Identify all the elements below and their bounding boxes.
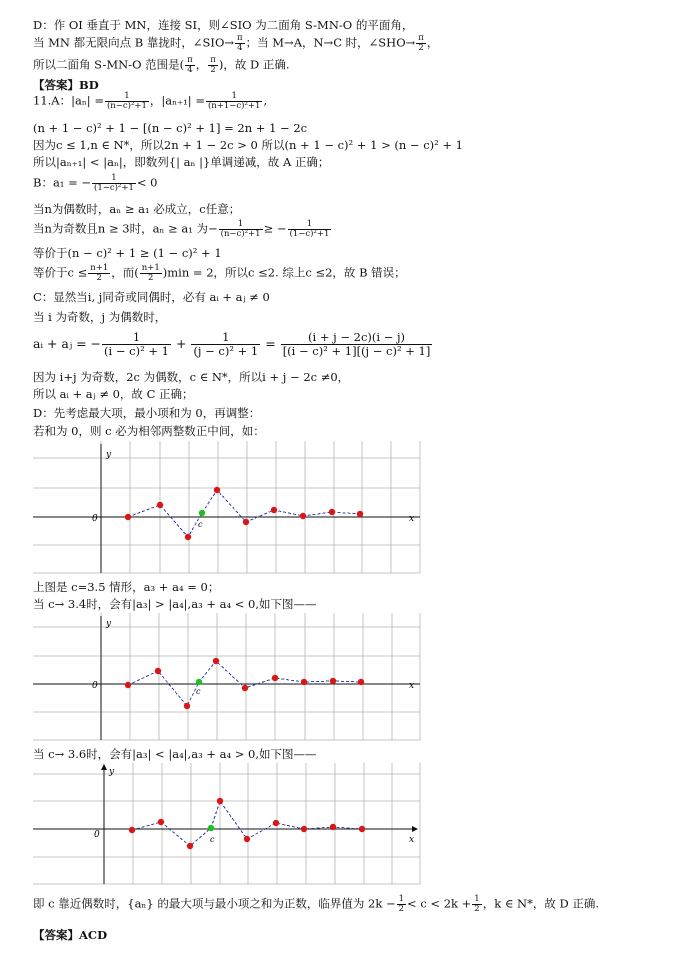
line-text: 所以二面角 S-MN-O 范围是( [33, 57, 185, 72]
green-point-c [196, 679, 202, 685]
fraction-big-result: $\frac{(i + j - 2c)(i - j)}{\text{[(i − c)² + 1][(j − c)² + 1]}}$ [282, 330, 431, 358]
red-point [125, 682, 131, 688]
fraction-pi-4: $\frac{\pi}{4}$ [187, 55, 193, 75]
x-axis-label: x [409, 681, 415, 691]
fraction-odd2: $\frac{1}{\text{(1−c)²+1}}$ [289, 219, 330, 239]
red-point [157, 502, 163, 508]
plot-c-3-4 [33, 613, 423, 743]
red-point [329, 509, 335, 515]
grid [33, 613, 420, 740]
y-axis-label: y [109, 767, 115, 777]
grid [33, 441, 420, 573]
plot-c-3-5 [33, 441, 423, 576]
y-axis-arrow [101, 764, 107, 770]
series-points [129, 798, 365, 849]
red-point [214, 487, 220, 493]
line-d-intro: D：作 OI 垂直于 MN，连接 SI，则∠SIO 为二面角 S-MN-O 的平面角， [33, 18, 414, 32]
line-text: )，故 D 正确. [218, 57, 290, 72]
red-point [158, 819, 164, 825]
green-point-c [199, 510, 205, 516]
line-c-3-5: 上图是 c=3.5 情形，a₃ + a₄ = 0； [33, 580, 220, 594]
line-conclusion: 即 c 靠近偶数时，{aₙ} 的最大项与最小项之和为正数，临界值为 2k − $\frac{1}{2}$ < c < 2k + $\frac{1}{2}$ ，k ∈ N*，故 D 正确. [33, 894, 600, 914]
fraction-pi-4: $\frac{\pi}{4}$ [237, 33, 243, 53]
line-equiv2: 等价于c ≤ $\frac{n+1}{2}$ ，而( $\frac{n+1}{2}$ )min = 2，所以c ≤2. 综上c ≤2，故 B 错误； [33, 263, 406, 283]
red-point [301, 679, 307, 685]
x-axis-label: x [409, 835, 415, 845]
fraction-n1-2: $\frac{n+1}{2}$ [90, 263, 109, 283]
line-c-3-6: 当 c→ 3.6时，会有|a₃| < |a₄|,a₃ + a₄ > 0,如下图—— [33, 747, 317, 761]
line-c-3-4: 当 c→ 3.4时，会有|a₃| > |a₄|,a₃ + a₄ < 0,如下图—— [33, 597, 317, 611]
red-point [272, 675, 278, 681]
line-d-range: 所以二面角 S-MN-O 范围是( $\frac{\pi}{4}$ ， $\frac{\pi}{2}$ )，故 D 正确. [33, 55, 290, 75]
line-monotone: 所以|aₙ₊₁| < |aₙ|，即数列{| aₙ |}单调递减，故 A 正确； [33, 155, 330, 169]
red-point [359, 826, 365, 832]
line-because: 因为c ≤ 1,n ∈ N*，所以2n + 1 − 2c > 0 所以(n + 1 − c)² + 1 > (n − c)² + 1 [33, 138, 464, 152]
red-point [330, 678, 336, 684]
red-point [184, 703, 190, 709]
fraction-half: $\frac{1}{2}$ [398, 894, 405, 914]
origin-label: 0 [92, 681, 98, 691]
fraction-a1: $\frac{1}{\text{(1−c)²+1}}$ [94, 173, 134, 193]
fraction-n1-2: $\frac{n+1}{2}$ [141, 263, 160, 283]
fraction-pi-2: $\frac{\pi}{2}$ [418, 33, 424, 53]
c-label: c [196, 687, 201, 696]
red-point [213, 658, 219, 664]
red-point [217, 798, 223, 804]
line-d-limit: 当 MN 都无限向点 B 靠拢时，∠SIO→ $\frac{\pi}{4}$ ；当 M→A，N→C 时，∠SHO→ $\frac{\pi}{2}$ ， [33, 33, 439, 53]
line-sum-zero: 若和为 0，则 c 必为相邻两整数正中间，如： [33, 424, 265, 438]
red-point [358, 679, 364, 685]
y-axis-label: y [106, 619, 112, 629]
red-point [271, 507, 277, 513]
fraction-an: $\frac{1}{\text{(n−c)²+1}}$ [106, 91, 147, 111]
line-big-formula: aᵢ + aⱼ = − $\frac{1}{\text{(i − c)² + 1}}$ + $\frac{1}{\text{(j − c)² + 1}}$ = $\frac{(i + j - 2c)(i - j)}{\text{[(i − c)² + 1][(j − c)² + 1]}}$ [33, 330, 431, 358]
origin-label: 0 [94, 830, 100, 840]
red-point [242, 685, 248, 691]
x-axis-label: x [409, 514, 415, 524]
fraction-big-i: $\frac{1}{\text{(i − c)² + 1}}$ [104, 330, 169, 358]
green-point-c [208, 825, 214, 831]
line-text: ；当 M→A，N→C 时，∠SHO→ [245, 35, 416, 50]
c-label: c [198, 520, 203, 529]
line-even: 当n为偶数时，aₙ ≥ a₁ 必成立，c任意； [33, 202, 241, 216]
dashed-connector [128, 490, 360, 537]
c-label: c [210, 835, 215, 844]
red-point [243, 519, 249, 525]
fraction-pi-2: $\frac{\pi}{2}$ [210, 55, 216, 75]
red-point [187, 843, 193, 849]
red-point [185, 534, 191, 540]
line-i-odd: 当 i 为奇数，j 为偶数时， [33, 310, 167, 324]
answer-bd: 【答案】BD [33, 78, 99, 92]
line-equiv1: 等价于(n − c)² + 1 ≥ (1 − c)² + 1 [33, 246, 222, 260]
line-b-a1: B：a₁ = − $\frac{1}{\text{(1−c)²+1}}$ < 0 [33, 173, 158, 193]
plot-c-3-6 [33, 763, 423, 887]
line-parity: 因为 i+j 为奇数，2c 为偶数，c ∈ N*，所以i + j − 2c ≠0， [33, 370, 350, 384]
y-axis-label: y [106, 450, 112, 460]
fraction-odd1: $\frac{1}{\text{(n−c)²+1}}$ [220, 219, 261, 239]
line-d-consider: D：先考虑最大项，最小项和为 0，再调整： [33, 406, 261, 420]
fraction-an1: $\frac{1}{\text{(n+1−c)²+1}}$ [207, 91, 261, 111]
red-point [129, 827, 135, 833]
line-odd: 当n为奇数且n ≥ 3时，aₙ ≥ a₁ 为− $\frac{1}{\text{(n−c)²+1}}$ ≥ − $\frac{1}{\text{(1−c)²+1}}$ [33, 219, 330, 239]
red-point [273, 820, 279, 826]
line-c-same-parity: C：显然当i, j同奇或同偶时，必有 aᵢ + aⱼ ≠ 0 [33, 290, 270, 304]
series-points [125, 487, 363, 540]
fraction-half: $\frac{1}{2}$ [474, 894, 480, 914]
origin-label: 0 [92, 514, 98, 524]
red-point [330, 824, 336, 830]
x-axis-arrow [412, 826, 418, 832]
red-point [301, 826, 307, 832]
line-c-correct: 所以 aᵢ + aⱼ ≠ 0，故 C 正确； [33, 387, 194, 401]
fraction-big-j: $\frac{1}{\text{(j − c)² + 1}}$ [193, 330, 259, 358]
grid [33, 763, 420, 884]
red-point [125, 514, 131, 520]
red-point [357, 511, 363, 517]
line-11a-abs: 11.A：|aₙ| = $\frac{1}{\text{(n−c)²+1}}$ ，|aₙ₊₁| = $\frac{1}{\text{(n+1−c)²+1}}$ , [33, 91, 268, 111]
red-point [155, 668, 161, 674]
red-point [300, 513, 306, 519]
red-point [244, 836, 250, 842]
answer-acd: 【答案】ACD [33, 928, 108, 942]
line-difference: (n + 1 − c)² + 1 − [(n − c)² + 1] = 2n + 1 − 2c [33, 121, 308, 135]
line-text: 当 MN 都无限向点 B 靠拢时，∠SIO→ [33, 35, 235, 50]
